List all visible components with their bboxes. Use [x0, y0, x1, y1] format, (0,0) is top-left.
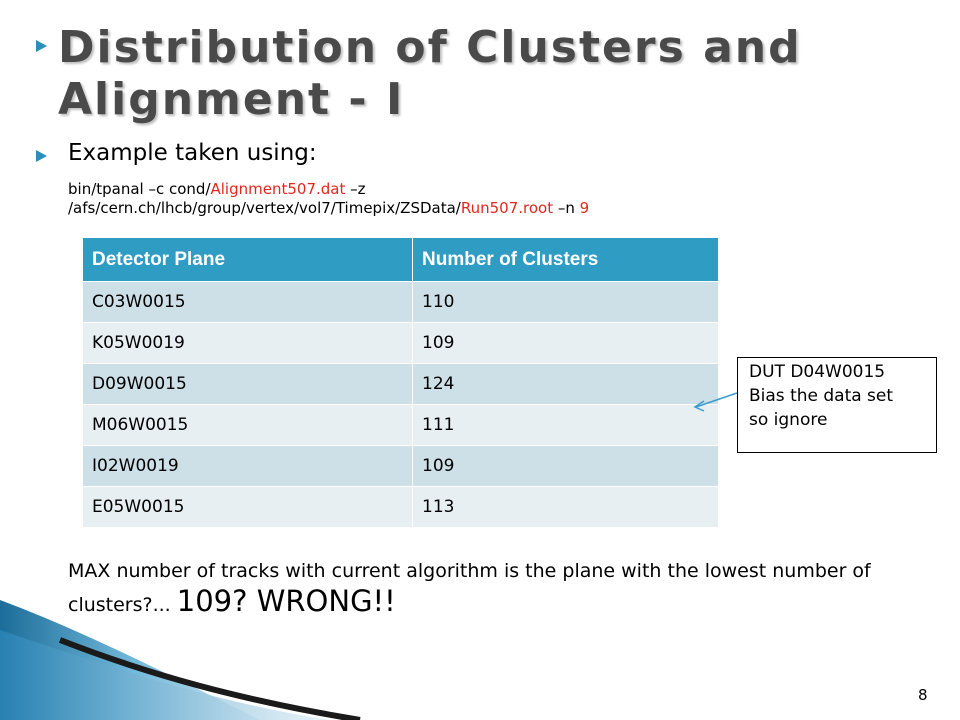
table-row [83, 405, 719, 446]
slide-title: Distribution of Clusters and Alignment - I [58, 22, 802, 125]
cluster-count-cell: 110 [413, 282, 719, 323]
clusters-table [82, 237, 719, 528]
detector-plane-cell: M06W0015 [83, 405, 413, 446]
table-row [83, 282, 719, 323]
dut-note-box [737, 357, 937, 453]
root-file: Run507.root [460, 199, 554, 217]
conclusion-emphasis: 109? WRONG!! [176, 584, 396, 618]
command-line [68, 180, 908, 218]
cluster-count-cell: 124 [413, 364, 719, 405]
detector-plane-cell: I02W0019 [83, 446, 413, 487]
note-line-3: so ignore [749, 410, 828, 430]
detector-plane-cell: C03W0015 [83, 282, 413, 323]
callout-arrow-icon [690, 390, 740, 414]
n-value: 9 [579, 199, 590, 217]
title-bullet-icon [36, 40, 49, 53]
table-row [83, 364, 719, 405]
command-part3: –n [553, 199, 580, 217]
conclusion-body: MAX number of tracks with current algorithm is the plane with the lowest number of clusters?... [68, 560, 871, 616]
note-line-1: DUT D04W0015 [749, 362, 886, 382]
command-path: /afs/cern.ch/lhcb/group/vertex/vol7/Timepix/ZSData/ [68, 199, 461, 217]
note-line-2: Bias the data set [749, 386, 894, 406]
detector-plane-cell: D09W0015 [83, 364, 413, 405]
subhead-bullet-icon [36, 150, 49, 163]
decorative-swoosh [0, 560, 420, 720]
table-row [83, 446, 719, 487]
table-row [83, 487, 719, 528]
alignment-file: Alignment507.dat [210, 180, 346, 198]
command-part2: –z [345, 180, 366, 198]
cluster-count-cell: 109 [413, 323, 719, 364]
header-detector-plane: Detector Plane [83, 238, 413, 282]
detector-plane-cell: E05W0015 [83, 487, 413, 528]
cluster-count-cell: 113 [413, 487, 719, 528]
cluster-count-cell: 111 [413, 405, 719, 446]
header-number-of-clusters: Number of Clusters [413, 238, 719, 282]
cluster-count-cell: 109 [413, 446, 719, 487]
table-row [83, 323, 719, 364]
slide-number: 8 [918, 686, 928, 704]
command-part1: bin/tpanal –c cond/ [68, 180, 211, 198]
example-heading: Example taken using: [68, 140, 317, 166]
table-header-row [83, 238, 719, 282]
detector-plane-cell: K05W0019 [83, 323, 413, 364]
